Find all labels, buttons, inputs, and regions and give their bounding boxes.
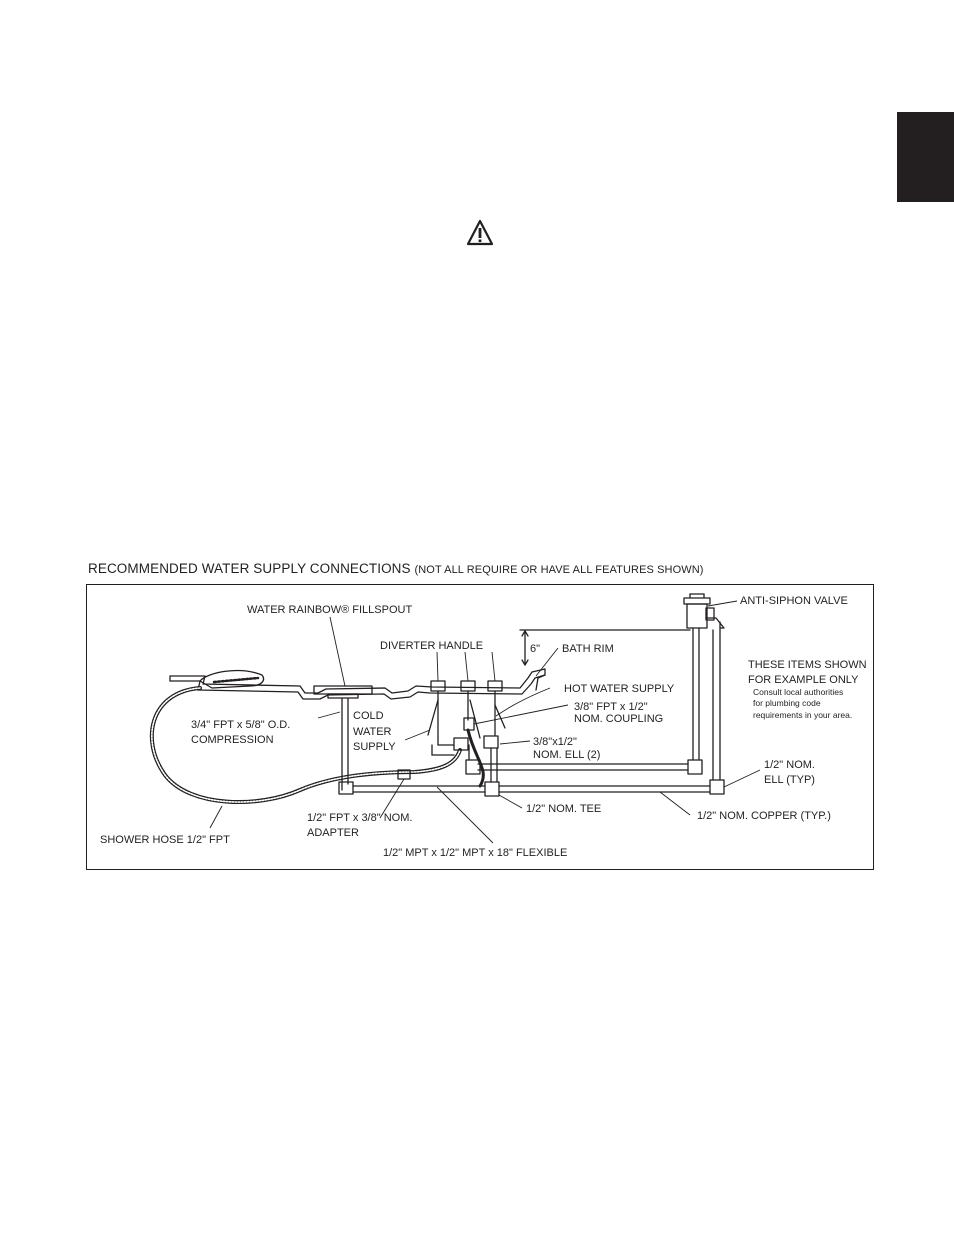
label-consult-3: requirements in your area. <box>753 710 853 720</box>
heading-main: RECOMMENDED WATER SUPPLY CONNECTIONS <box>88 561 411 576</box>
label-ell-typ-2: ELL (TYP) <box>764 774 815 786</box>
label-consult-2: for plumbing code <box>753 698 821 708</box>
label-adapter-2: ADAPTER <box>307 827 359 839</box>
label-cold-3: SUPPLY <box>353 741 396 753</box>
label-bath-rim: BATH RIM <box>562 643 614 655</box>
heading-note: (NOT ALL REQUIRE OR HAVE ALL FEATURES SHOWN) <box>414 564 704 576</box>
label-example-1: THESE ITEMS SHOWN <box>748 659 867 671</box>
label-coupling-2: NOM. COUPLING <box>574 713 664 725</box>
label-cold-2: WATER <box>353 726 392 738</box>
label-flexible: 1/2" MPT x 1/2" MPT x 18" FLEXIBLE <box>383 847 568 859</box>
anti-siphon-valve <box>687 604 707 628</box>
label-ell2-2: NOM. ELL (2) <box>533 749 601 761</box>
label-six-inch: 6" <box>530 643 541 655</box>
label-ell-typ-1: 1/2" NOM. <box>764 759 815 771</box>
label-compression-2: COMPRESSION <box>191 734 274 746</box>
label-consult-1: Consult local authorities <box>753 687 844 697</box>
diverter-valve <box>461 681 475 691</box>
label-cold-1: COLD <box>353 710 384 722</box>
label-tee: 1/2" NOM. TEE <box>526 803 602 815</box>
label-compression-1: 3/4" FPT x 5/8" O.D. <box>191 719 291 731</box>
label-fillspout: WATER RAINBOW® FILLSPOUT <box>247 604 413 616</box>
label-adapter-1: 1/2" FPT x 3/8" NOM. <box>307 812 413 824</box>
bath-rim-wall <box>536 669 545 690</box>
label-copper: 1/2" NOM. COPPER (TYP.) <box>697 810 831 822</box>
tee-fitting <box>485 782 499 796</box>
label-ell2-1: 3/8"x1/2" <box>533 736 577 748</box>
label-diverter: DIVERTER HANDLE <box>380 640 484 652</box>
cold-valve <box>431 681 445 691</box>
flexible-line <box>468 730 483 786</box>
label-coupling-1: 3/8" FPT x 1/2" <box>574 701 648 713</box>
hot-valve <box>488 681 502 691</box>
label-anti-siphon: ANTI-SIPHON VALVE <box>740 595 848 607</box>
label-hot-water: HOT WATER SUPPLY <box>564 683 675 695</box>
label-example-2: FOR EXAMPLE ONLY <box>748 674 859 686</box>
label-shower-hose: SHOWER HOSE 1/2" FPT <box>100 834 230 846</box>
